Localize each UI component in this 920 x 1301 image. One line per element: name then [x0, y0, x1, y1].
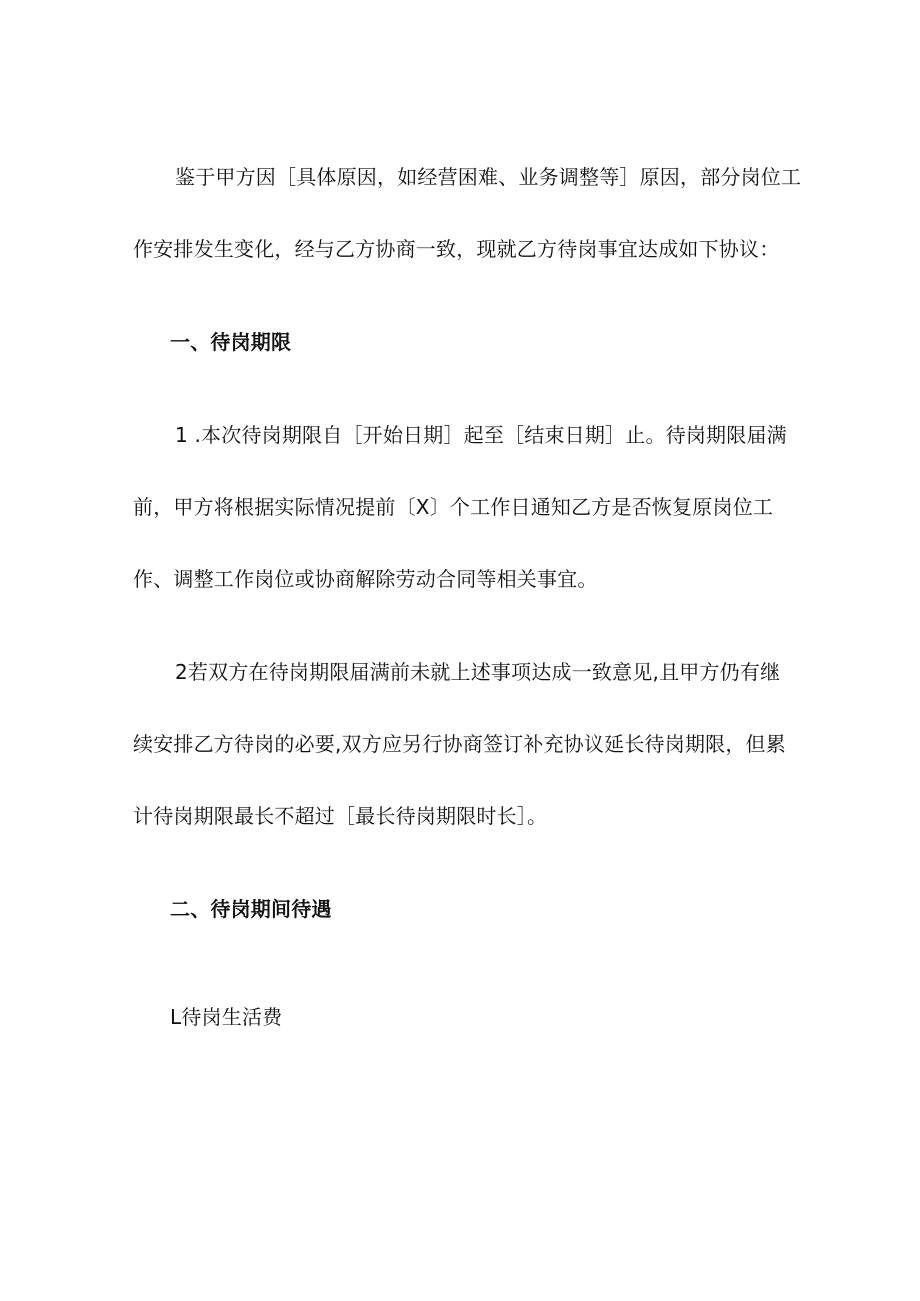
clause-2-1-title: L待岗生活费	[170, 1005, 283, 1029]
section-1-heading: 一、待岗期限	[170, 330, 292, 354]
intro-paragraph-line-2: 作安排发生变化，经与乙方协商一致，现就乙方待岗事宜达成如下协议：	[133, 237, 780, 261]
clause-1-1-line-2: 前，甲方将根据实际情况提前〔X〕个工作日通知乙方是否恢复原岗位工	[133, 495, 774, 519]
clause-1-2-line-1: 2若双方在待岗期限届满前未就上述事项达成一致意见,且甲方仍有继	[175, 660, 781, 684]
intro-paragraph-line-1: 鉴于甲方因［具体原因，如经营困难、业务调整等］原因，部分岗位工	[175, 165, 802, 189]
clause-1-2-line-3: 计待岗期限最长不超过［最长待岗期限时长］。	[133, 804, 548, 828]
clause-1-2-line-2: 续安排乙方待岗的必要,双方应另行协商签订补充协议延长待岗期限，但累	[133, 732, 786, 756]
section-2-heading: 二、待岗期间待遇	[170, 897, 332, 921]
clause-1-1-line-3: 作、调整工作岗位或协商解除劳动合同等相关事宜。	[133, 567, 598, 591]
clause-1-1-line-1: 1 .本次待岗期限自［开始日期］起至［结束日期］止。待岗期限届满	[175, 423, 787, 447]
